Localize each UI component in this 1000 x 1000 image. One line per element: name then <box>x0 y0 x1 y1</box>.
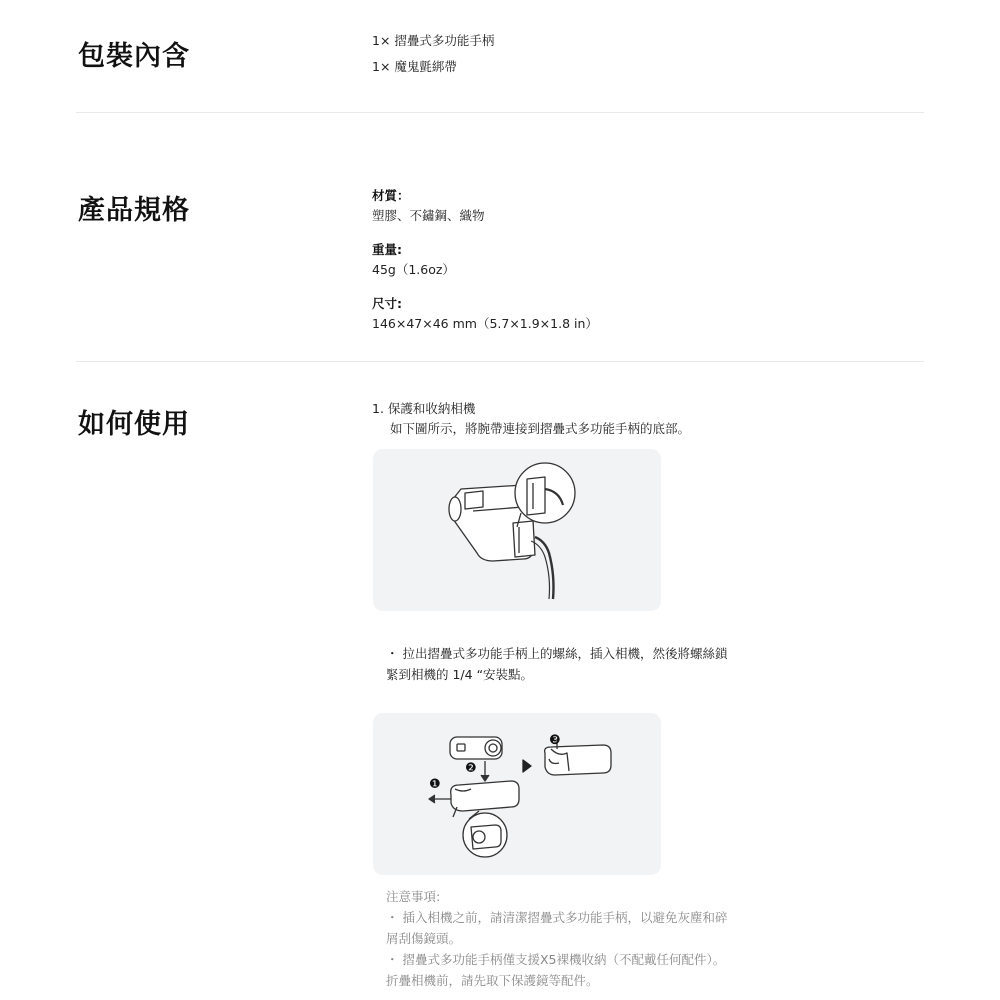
instruction-line: 緊到相機的 1/4 “安裝點。 <box>386 667 534 682</box>
spec-material <box>372 186 598 226</box>
spec-value: 146×47×46 mm（5.7×1.9×1.8 in） <box>372 316 598 331</box>
usage-heading: 如何使用 <box>78 409 190 440</box>
spec-value: 45g（1.6oz） <box>372 262 455 277</box>
note-line: ・ 摺疊式多功能手柄僅支援X5裸機收納（不配戴任何配件）。 <box>386 952 726 967</box>
grip-strap-drawing <box>373 449 661 611</box>
spec-label: 重量: <box>372 242 402 257</box>
step1-title: 1. 保護和收納相機 <box>372 401 476 416</box>
package-heading: 包裝內含 <box>78 41 190 72</box>
spec-label: 材質： <box>372 188 410 203</box>
step-marker-1: ❶ <box>429 777 441 792</box>
step-marker-2: ❷ <box>465 761 477 776</box>
install-instruction <box>386 643 727 685</box>
note-line: 屑刮傷鏡頭。 <box>386 931 462 946</box>
package-item: 1× 摺疊式多功能手柄 <box>372 33 495 48</box>
camera-install-drawing <box>373 713 661 875</box>
notes <box>386 886 727 991</box>
instruction-line: ・ 拉出摺疊式多功能手柄上的螺絲，插入相機，然後將螺絲鎖 <box>386 646 728 661</box>
step1-description: 如下圖所示，將腕帶連接到摺疊式多功能手柄的底部。 <box>390 421 691 436</box>
spec-weight <box>372 240 598 280</box>
step-marker-3: ❸ <box>549 733 561 748</box>
spec-label: 尺寸: <box>372 296 402 311</box>
package-list <box>372 31 494 77</box>
section-divider <box>76 112 924 113</box>
section-divider <box>76 361 924 362</box>
strap-illustration <box>373 449 661 611</box>
note-line: ・ 插入相機之前，請清潔摺疊式多功能手柄，以避免灰塵和碎 <box>386 910 728 925</box>
step1 <box>372 399 690 439</box>
specs-list <box>372 186 598 348</box>
spec-value: 塑膠、不鏽鋼、織物 <box>372 208 485 223</box>
spec-size <box>372 294 598 334</box>
camera-install-illustration <box>373 713 661 875</box>
package-item: 1× 魔鬼氈綁帶 <box>372 59 457 74</box>
note-line: 折疊相機前，請先取下保護鏡等配件。 <box>386 973 599 988</box>
specs-heading: 產品規格 <box>78 195 190 226</box>
notes-title: 注意事項: <box>386 889 441 904</box>
